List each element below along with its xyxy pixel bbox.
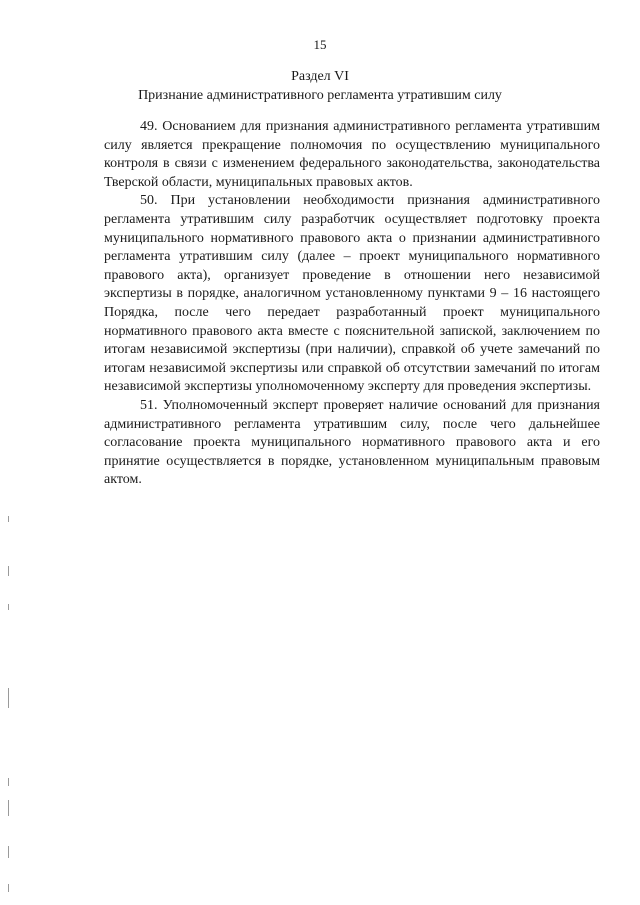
paragraph-49: 49. Основанием для признания административного регламента утратившим силу является прекращение полномочия по осуществлению муниципального контроля в связи с изменением федерального законодательства, законодательства Тверской области, муниципальных правовых актов. [104,119,600,190]
section-title: Признание административного регламента утратившим силу [138,88,502,103]
scan-mark [8,884,9,892]
page-number: 15 [313,37,327,52]
scan-mark [8,688,9,708]
section-heading: Раздел VI [291,69,349,84]
document-body [104,118,600,490]
paragraph-51: 51. Уполномоченный эксперт проверяет наличие оснований для признания административного регламента утратившим силу, после чего дальнейшее согласование проекта муниципального нормативного правового акта и его принятие осуществляется в порядке, установленном муниципальным правовым актом. [104,397,600,488]
paragraph-50: 50. При установлении необходимости признания административного регламента утратившим силу разработчик осуществляет подготовку проекта муниципального нормативного правового акта о признании административного регламента утратившим силу (далее – проект муниципального нормативного правового акта), организует проведение в отношении него независимой экспертизы в порядке, аналогичном установленному пунктами 9 – 16 настоящего Порядка, после чего передает разработанный проект муниципального нормативного правового акта вместе с пояснительной запиской, заключением по итогам независимой экспертизы (при наличии), справкой об учете замечаний по итогам независимой экспертизы или справкой об отсутствии замечаний по итогам независимой экспертизы уполномоченному эксперту для проведения экспертизы. [104,193,600,395]
scan-mark [8,604,9,610]
scan-mark [8,846,9,858]
scan-mark [8,566,9,576]
scan-mark [8,778,9,786]
scan-mark [8,516,9,522]
scan-mark [8,800,9,816]
